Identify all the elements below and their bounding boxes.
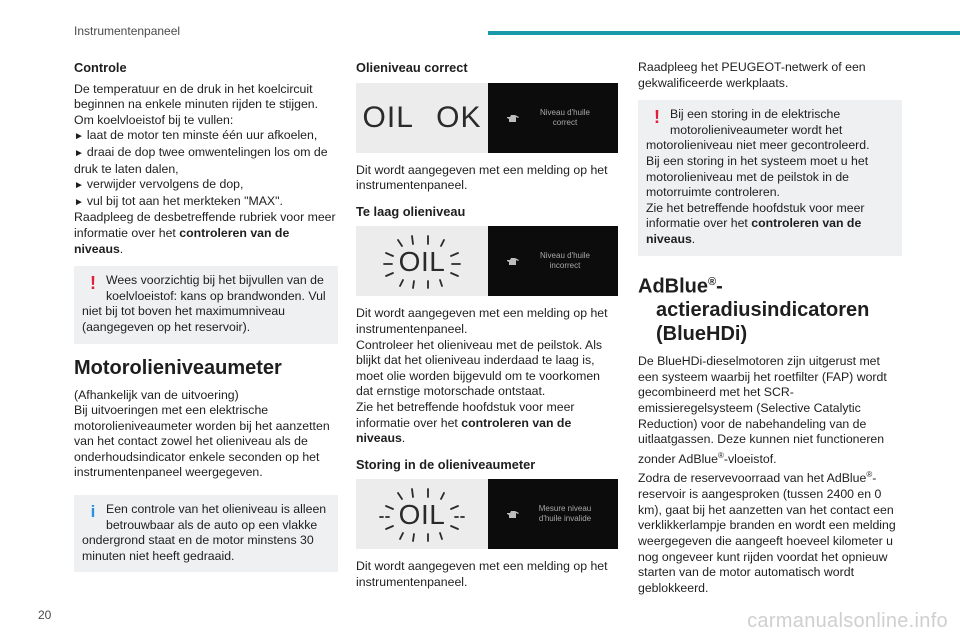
info-note-oil-check: i Een controle van het olieniveau is alleen betrouwbaar als de auto op een vlakke ondergrond staat en de motor minstens 30 minuten niet heeft gedraaid. <box>74 495 338 572</box>
column-1 <box>74 56 338 583</box>
cluster-message-screen: Niveau d'huile incorrect <box>488 226 618 296</box>
paragraph: Dit wordt aangegeven met een melding op het instrumentenpaneel. <box>356 306 608 336</box>
paragraph: (Afhankelijk van de uitvoering) <box>74 387 239 402</box>
watermark: carmanualsonline.info <box>747 610 948 632</box>
page-number: 20 <box>38 608 52 622</box>
header-accent-rule <box>488 31 960 35</box>
paragraph: Bij uitvoeringen met een elektrische motorolieniveaumeter worden bij het aanzetten van het contact zowel het olieniveau als de onderhoudsindicator enkele seconden op het instrumentenpaneel weergegeven. <box>74 403 330 480</box>
arrow-bullet-icon: ► <box>74 131 84 143</box>
oil-can-icon <box>506 256 520 266</box>
arrow-bullet-icon: ► <box>74 196 84 208</box>
warning-note-coolant: ! Wees voorzichtig bij het bijvullen van de koelvloeistof: kans op brandwonden. Vul niet bij tot boven het maximumniveau (aangegeven op het reservoir). <box>74 266 338 343</box>
paragraph: Controleer het olieniveau met de peilstok. Als blijkt dat het olieniveau inderdaad te laag is, moet olie worden bijgevuld om te voorkomen dat ernstige motorschade ontstaat. <box>356 337 603 399</box>
warning-exclamation-icon: ! <box>654 107 660 128</box>
oil-ok-indicator: OIL OK <box>356 83 488 153</box>
paragraph: Raadpleeg het PEUGEOT-netwerk of een gekwalificeerde werkplaats. <box>638 60 866 90</box>
arrow-bullet-icon: ► <box>74 180 84 192</box>
oil-low-heading: Te laag olieniveau <box>356 203 466 219</box>
column-3 <box>638 56 902 596</box>
section-heading-oil-gauge: Motorolieniveaumeter <box>74 356 282 379</box>
paragraph: De temperatuur en de druk in het koelcircuit beginnen na enkele minuten rijden te stijgen. <box>74 81 319 112</box>
oil-can-icon <box>506 113 520 123</box>
oil-fault-heading: Storing in de olieniveaumeter <box>356 456 536 472</box>
info-icon: i <box>90 502 96 522</box>
paragraph: Om koelvloeistof bij te vullen: <box>74 112 234 127</box>
bullet-item: ► laat de motor ten minste één uur afkoelen, <box>74 128 318 143</box>
oil-fault-indicator: OIL <box>356 479 488 549</box>
paragraph: Zie het betreffende hoofdstuk voor meer informatie over het controleren van de niveaus. <box>356 399 575 446</box>
bullet-item: ► verwijder vervolgens de dop, <box>74 177 244 192</box>
oil-low-display <box>356 226 618 296</box>
running-header: Instrumentenpaneel <box>74 24 181 38</box>
bullet-item: ► vul bij tot aan het merkteken "MAX". <box>74 193 283 208</box>
oil-fault-display <box>356 479 618 549</box>
paragraph: De BlueHDi-dieselmotoren zijn uitgerust met een systeem waarbij het roetfilter (FAP) wordt gecombineerd met het SCR-emissieregelsysteem (Selective Catalytic Reduction) voor de nabehandeling van de uitlaatgassen. Deze kunnen niet functioneren zonder AdBlue®-vloeistof. <box>638 354 887 466</box>
arrow-bullet-icon: ► <box>74 147 84 159</box>
controle-heading: Controle <box>74 60 127 75</box>
paragraph: Dit wordt aangegeven met een melding op het instrumentenpaneel. <box>356 162 608 193</box>
section-heading-adblue: AdBlue®- actieradiusindicatoren (BlueHDi) <box>638 275 870 346</box>
oil-ok-heading: Olieniveau correct <box>356 60 468 75</box>
warning-exclamation-icon: ! <box>90 273 96 294</box>
oil-low-indicator: OIL <box>356 226 488 296</box>
warning-note-gauge-fault: ! Bij een storing in de elektrische motorolieniveaumeter wordt het motorolieniveau niet meer gecontroleerd. Bij een storing in het systeem moet u het motorolieniveau met de peilstok in de motorruimte controleren. Zie het betreffende hoofdstuk voor meer informatie over het controleren van de niveaus. <box>638 100 902 255</box>
bullet-item: ► draai de dop twee omwentelingen los om de druk te laten dalen, <box>74 144 328 176</box>
column-2 <box>356 56 618 591</box>
cluster-message-screen: Niveau d'huile correct <box>488 83 618 153</box>
paragraph: Dit wordt aangegeven met een melding op het instrumentenpaneel. <box>356 559 608 589</box>
oil-can-icon <box>506 509 520 519</box>
oil-ok-display <box>356 83 618 153</box>
paragraph: Raadpleeg de desbetreffende rubriek voor meer informatie over het controleren van de niveaus. <box>74 210 336 256</box>
cluster-message-screen: Mesure niveau d'huile invalide <box>488 479 618 549</box>
paragraph: Zodra de reservevoorraad van het AdBlue®-reservoir is aangesproken (tussen 2400 en 0 km), gaat bij het aanzetten van het contact een verklikkerlampje branden en wordt een melding weergegeven die aangeeft hoeveel kilometer u nog ongeveer kunt rijden voordat het opnieuw starten van de motor automatisch wordt geblokkeerd. <box>638 470 896 595</box>
